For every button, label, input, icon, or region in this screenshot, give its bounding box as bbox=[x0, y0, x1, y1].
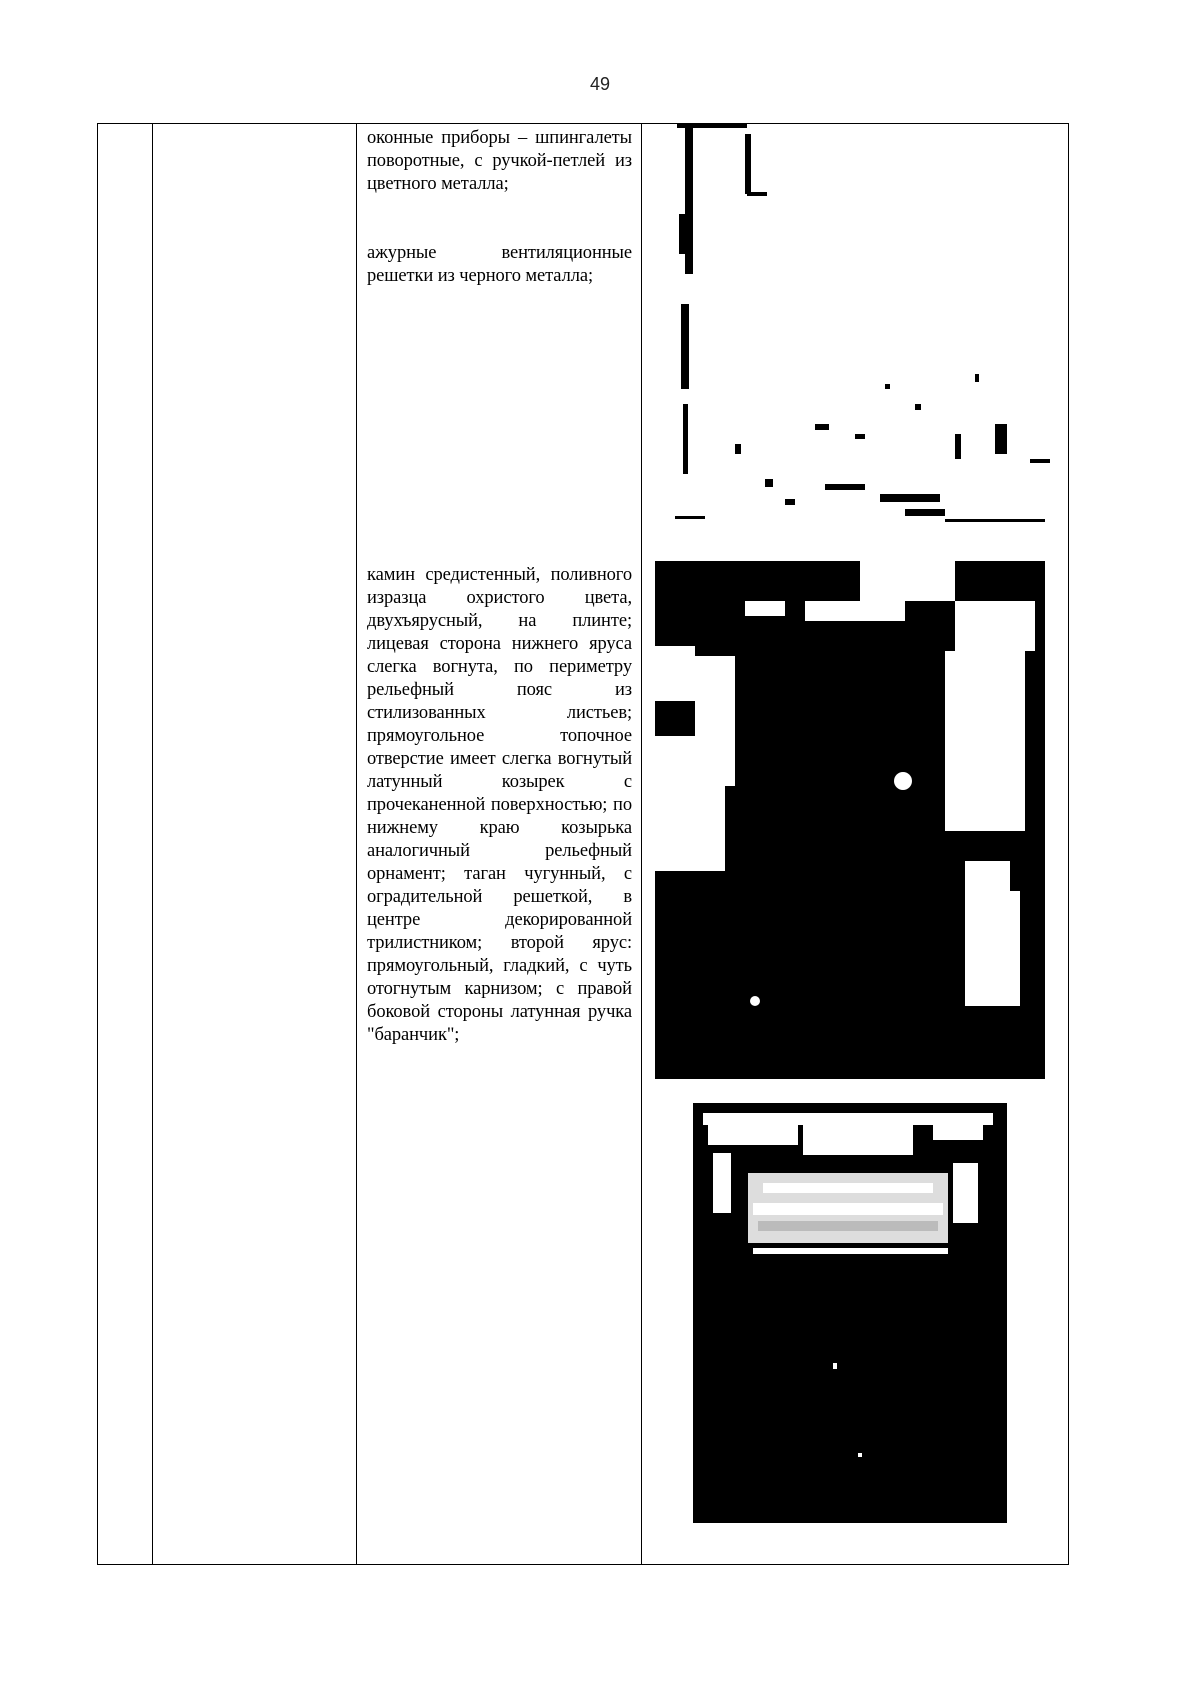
fireplace-photo-front bbox=[655, 561, 1045, 1079]
column-divider bbox=[356, 124, 357, 1564]
column-divider bbox=[152, 124, 153, 1564]
window-hardware-description: оконные приборы – шпингалеты поворотные, с ручкой-петлей из цветного металла; bbox=[367, 128, 632, 194]
ventilation-grille-description: ажурные вентиляционные решетки из черного металла; bbox=[367, 243, 632, 286]
column-divider bbox=[641, 124, 642, 1564]
ventilation-grille-photo bbox=[655, 124, 1060, 527]
page-number: 49 bbox=[589, 74, 611, 94]
fireplace-description: камин средистенный, поливного изразца охристого цвета, двухъярусный, на плинте; лицевая сторона нижнего яруса слегка вогнута, по периметру рельефный пояс из стилизованных листьев; прямоугольное топочное отверстие имеет слегка вогнутый латунный козырек с прочеканенной поверхностью; по нижнему краю козырька аналогичный рельефный орнамент; таган чугунный, с оградительной решеткой, в центре декорированной трилистником; второй ярус: прямоугольный, гладкий, с чуть отогнутым карнизом; с правой боковой стороны латунная ручка "баранчик"; bbox=[367, 565, 632, 1045]
fireplace-photo-detail bbox=[693, 1103, 1007, 1523]
